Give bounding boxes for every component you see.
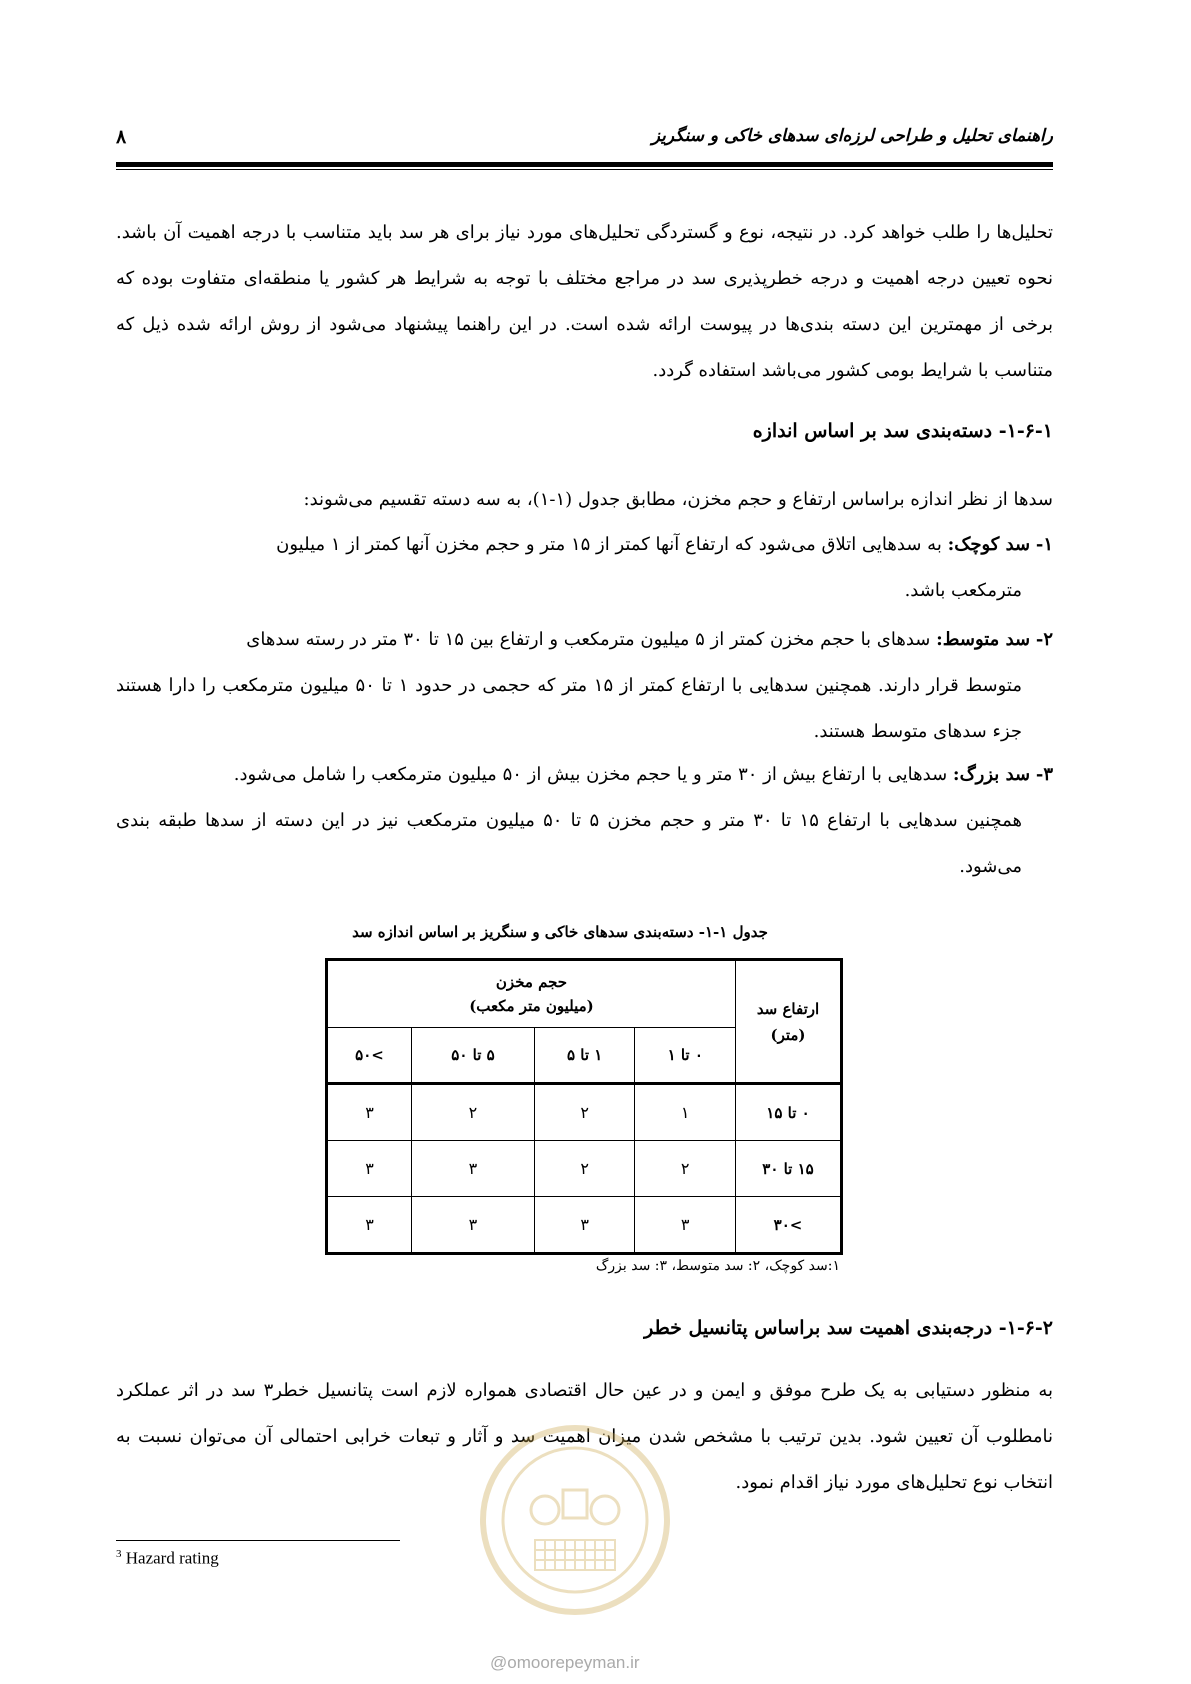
row-height: >۳۰: [736, 1197, 842, 1254]
hazard-paragraph: به منظور دستیابی به یک طرح موفق و ایمن و در عین حال اقتصادی همواره لازم است پتانسیل خطر۳ سد در اثر عملکرد نامطلوب آن تعیین شود. بدین ترتیب با مشخص شدن میزان اهمیت سد و آثار و تبعات خرابی احتمالی آن می‌توان نسبت به انتخاب نوع تحلیل‌های مورد نیاز اقدام نمود.: [116, 1380, 1054, 1493]
table-caption: جدول ۱-۱- دسته‌بندی سدهای خاکی و سنگریز بر اساس اندازه سد: [352, 923, 768, 941]
table-cell: ۳: [534, 1197, 635, 1254]
table-note: ۱:سد کوچک، ۲: سد متوسط، ۳: سد بزرگ: [595, 1258, 840, 1274]
table-cell: ۳: [327, 1197, 412, 1254]
table-cell: ۲: [635, 1141, 736, 1197]
section-lead: سدها از نظر اندازه براساس ارتفاع و حجم مخزن، مطابق جدول (۱-۱)، به سه دسته تقسیم می‌شوند:: [303, 489, 1053, 510]
table-cell: ۲: [412, 1084, 535, 1141]
intro-paragraph: تحلیل‌ها را طلب خواهد کرد. در نتیجه، نوع و گستردگی تحلیل‌های مورد نیاز برای هر سد باید متناسب با درجه اهمیت آن باشد. نحوه تعیین درجه اهمیت و درجه خطرپذیری سد در مراجع مختلف با توجه به شرایط هر کشور یا منطقه‌ای متفاوت بوده که برخی از مهمترین این دسته بندی‌ها در پیوست ارائه شده است. در این راهنما پیشنهاد می‌شود از روش ارائه شده ذیل که متناسب با شرایط بومی کشور می‌باشد استفاده گردد.: [116, 222, 1053, 381]
list-number: ۱-: [1035, 534, 1053, 555]
footnote: [116, 1548, 219, 1569]
volume-col-header: ۵ تا ۵۰: [412, 1028, 535, 1084]
list-item: [116, 752, 1053, 798]
list-text: سدهایی با ارتفاع بیش از ۳۰ متر و یا حجم مخزن بیش از ۵۰ میلیون مترمکعب را شامل می‌شود.: [233, 764, 948, 785]
list-text: به سدهایی اتلاق می‌شود که ارتفاع آنها کمتر از ۱۵ متر و حجم مخزن آنها کمتر از ۱ میلیون: [276, 534, 942, 555]
list-number: ۲-: [1035, 629, 1053, 650]
volume-header: حجم مخزن: [495, 973, 568, 991]
volume-unit: (میلیون متر مکعب): [469, 997, 594, 1015]
header-rule-thick: [116, 162, 1053, 167]
table-cell: ۳: [327, 1084, 412, 1141]
table-cell: ۱: [635, 1084, 736, 1141]
height-header: ارتفاع سد: [756, 999, 820, 1018]
list-continuation: مترمکعب باشد.: [904, 580, 1022, 601]
volume-col-header: >۵۰: [327, 1028, 412, 1084]
table-cell: ۳: [412, 1141, 535, 1197]
list-continuation: همچنین سدهایی با ارتفاع ۱۵ تا ۳۰ متر و حجم مخزن ۵ تا ۵۰ میلیون مترمکعب نیز در این دسته از سدها طبقه بندی می‌شود.: [116, 810, 1023, 877]
list-continuation: متوسط قرار دارند. همچنین سدهایی با ارتفاع کمتر از ۱۵ متر که حجمی در حدود ۱ تا ۵۰ میلیون مترمکعب را دارا هستند جزء سدهای متوسط هستند.: [116, 675, 1022, 742]
table-cell: ۳: [327, 1141, 412, 1197]
footnote-mark: 3: [116, 1548, 122, 1560]
footnote-rule: [116, 1540, 400, 1541]
table-row: [327, 1197, 842, 1254]
section-heading-size: ۱-۶-۱- دسته‌بندی سد بر اساس اندازه: [752, 420, 1053, 442]
volume-col-header: ۰ تا ۱: [635, 1028, 736, 1084]
list-text: سدهای با حجم مخزن کمتر از ۵ میلیون مترمکعب و ارتفاع بین ۱۵ تا ۳۰ متر در رسته سدهای: [246, 629, 931, 650]
list-item: [116, 522, 1053, 568]
table-cell: ۳: [635, 1197, 736, 1254]
running-title: راهنمای تحلیل و طراحی لرزه‌ای سدهای خاکی و سنگریز: [651, 126, 1053, 146]
height-header-cell: [736, 960, 842, 1084]
table-cell: ۲: [534, 1141, 635, 1197]
volume-col-header: ۱ تا ۵: [534, 1028, 635, 1084]
height-unit: (متر): [770, 1025, 806, 1044]
table-row: [327, 1141, 842, 1197]
volume-header-cell: [327, 960, 736, 1028]
watermark-site: @omoorepeyman.ir: [490, 1653, 640, 1672]
list-term: سد بزرگ:: [952, 764, 1031, 785]
list-number: ۳-: [1035, 764, 1053, 785]
table-cell: ۲: [534, 1084, 635, 1141]
row-height: ۰ تا ۱۵: [736, 1084, 842, 1141]
list-term: سد متوسط:: [936, 629, 1031, 650]
page-number: ۸: [116, 126, 127, 148]
list-term: سد کوچک:: [947, 534, 1031, 555]
dam-size-table: [325, 958, 843, 1255]
header-rule-thin: [116, 169, 1053, 170]
table-row: [327, 1084, 842, 1141]
list-item: [116, 617, 1053, 663]
page-header: [116, 126, 1053, 156]
section-heading-hazard: ۱-۶-۲- درجه‌بندی اهمیت سد براساس پتانسیل خطر: [644, 1317, 1053, 1339]
row-height: ۱۵ تا ۳۰: [736, 1141, 842, 1197]
table-cell: ۳: [412, 1197, 535, 1254]
footnote-text: Hazard rating: [125, 1548, 219, 1568]
watermark-logo-icon: [475, 1400, 675, 1640]
